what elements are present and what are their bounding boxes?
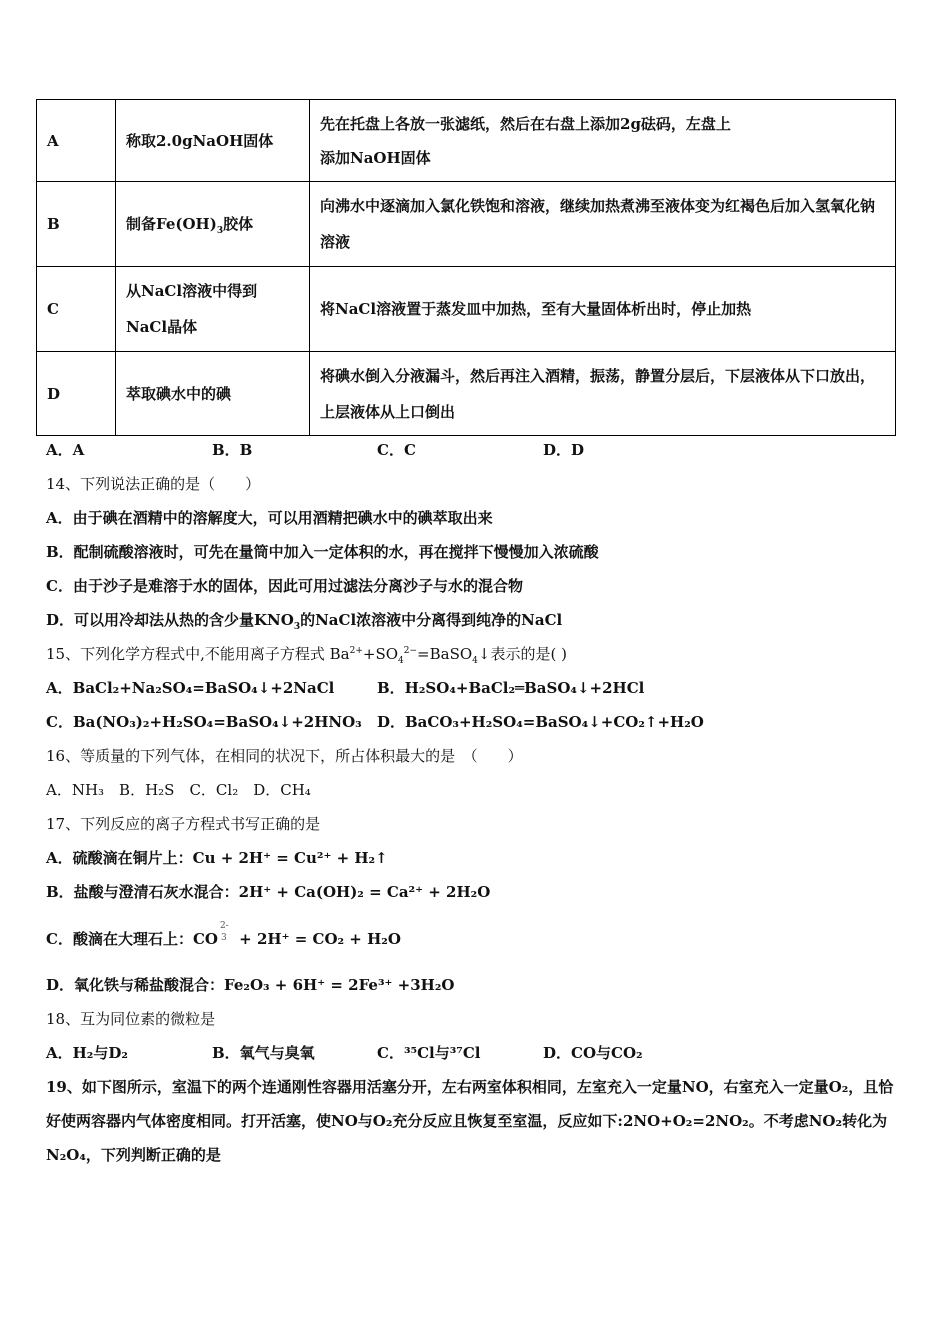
table-row xyxy=(37,182,896,267)
q14-option-c: C．由于沙子是难溶于水的固体，因此可用过滤法分离沙子与水的混合物 xyxy=(46,577,523,595)
q15-option-a: A．BaCl₂+Na₂SO₄=BaSO₄↓+2NaCl xyxy=(46,679,335,697)
row-method: 向沸水中逐滴加入氯化铁饱和溶液，继续加热煮沸至液体变为红褐色后加入氢氧化钠溶液 xyxy=(310,182,896,267)
q14-option-a: A．由于碘在酒精中的溶解度大，可以用酒精把碘水中的碘萃取出来 xyxy=(46,509,493,527)
q17-option-a: A．硫酸滴在铜片上：Cu + 2H⁺ = Cu²⁺ + H₂↑ xyxy=(46,849,388,867)
q18-stem: 18、互为同位素的微粒是 xyxy=(46,1010,216,1028)
q13-option-c: C．C xyxy=(377,441,416,459)
row-letter: C xyxy=(37,267,116,352)
q13-option-b: B．B xyxy=(212,441,253,459)
row-task: 称取2.0gNaOH固体 xyxy=(116,100,310,182)
row-task: 萃取碘水中的碘 xyxy=(116,352,310,436)
q18-option-b: B．氧气与臭氧 xyxy=(212,1044,315,1062)
q16-stem: 16、等质量的下列气体，在相同的状况下，所占体积最大的是 （ ） xyxy=(46,747,523,765)
q15-option-d: D．BaCO₃+H₂SO₄=BaSO₄↓+CO₂↑+H₂O xyxy=(377,713,704,731)
q14-option-b: B．配制硫酸溶液时，可先在量筒中加入一定体积的水，再在搅拌下慢慢加入浓硫酸 xyxy=(46,543,599,561)
row-task: 从NaCl溶液中得到NaCl晶体 xyxy=(116,267,310,352)
q14-option-d: D．可以用冷却法从热的含少量$KNO_3$的NaCl浓溶液中分离得到纯净的NaCl xyxy=(46,611,563,632)
table-row xyxy=(37,352,896,436)
table-row xyxy=(37,267,896,352)
q14-stem: 14、下列说法正确的是（ ） xyxy=(46,475,261,493)
q15-stem: 15、下列化学方程式中,不能用离子方程式 $Ba^{2+}+SO_4^{2-}=BaSO_4↓$表示的是( ) xyxy=(46,645,567,666)
row-letter: D xyxy=(37,352,116,436)
row-method: 先在托盘上各放一张滤纸，然后在右盘上添加2g砝码，左盘上添加NaOH固体 xyxy=(310,100,896,182)
q17-option-c: C．酸滴在大理石上：CO 2- 3 + 2H⁺ = CO₂ + H₂O xyxy=(46,921,401,948)
q17-option-d: D．氧化铁与稀盐酸混合：Fe₂O₃ + 6H⁺ = 2Fe³⁺ +3H₂O xyxy=(46,976,455,994)
q17-option-b: B．盐酸与澄清石灰水混合：2H⁺ + Ca(OH)₂ = Ca²⁺ + 2H₂O xyxy=(46,883,491,901)
q18-option-a: A．H₂与D₂ xyxy=(46,1044,128,1062)
q15-option-b: B．H₂SO₄+BaCl₂═BaSO₄↓+2HCl xyxy=(377,679,645,697)
row-task: 制备$Fe(OH)_3$胶体 xyxy=(116,182,310,267)
q16-options: A．NH₃ B．H₂S C．Cl₂ D．CH₄ xyxy=(46,781,311,799)
q18-option-d: D．CO与CO₂ xyxy=(543,1044,643,1062)
q13-experiment-table xyxy=(36,99,896,436)
table-row xyxy=(37,100,896,182)
row-letter: B xyxy=(37,182,116,267)
q17-stem: 17、下列反应的离子方程式书写正确的是 xyxy=(46,815,321,833)
q13-option-a: A．A xyxy=(46,441,85,459)
q19-text: 19、如下图所示，室温下的两个连通刚性容器用活塞分开，左右两室体积相同，左室充入一定量NO，右室充入一定量O₂，且恰好使两容器内气体密度相同。打开活塞，使NO与O₂充分反应且恢复至室温，反应如下:2NO+O₂=2NO₂。不考虑NO₂转化为N₂O₄，下列判断正确的是 xyxy=(46,1078,894,1164)
row-method: 将碘水倒入分液漏斗，然后再注入酒精，振荡，静置分层后，下层液体从下口放出，上层液体从上口倒出 xyxy=(310,352,896,436)
q18-option-c: C．³⁵Cl与³⁷Cl xyxy=(377,1044,481,1062)
row-method: 将NaCl溶液置于蒸发皿中加热，至有大量固体析出时，停止加热 xyxy=(310,267,896,352)
q15-option-c: C．Ba(NO₃)₂+H₂SO₄=BaSO₄↓+2HNO₃ xyxy=(46,713,362,731)
q13-option-d: D．D xyxy=(543,441,585,459)
row-letter: A xyxy=(37,100,116,182)
